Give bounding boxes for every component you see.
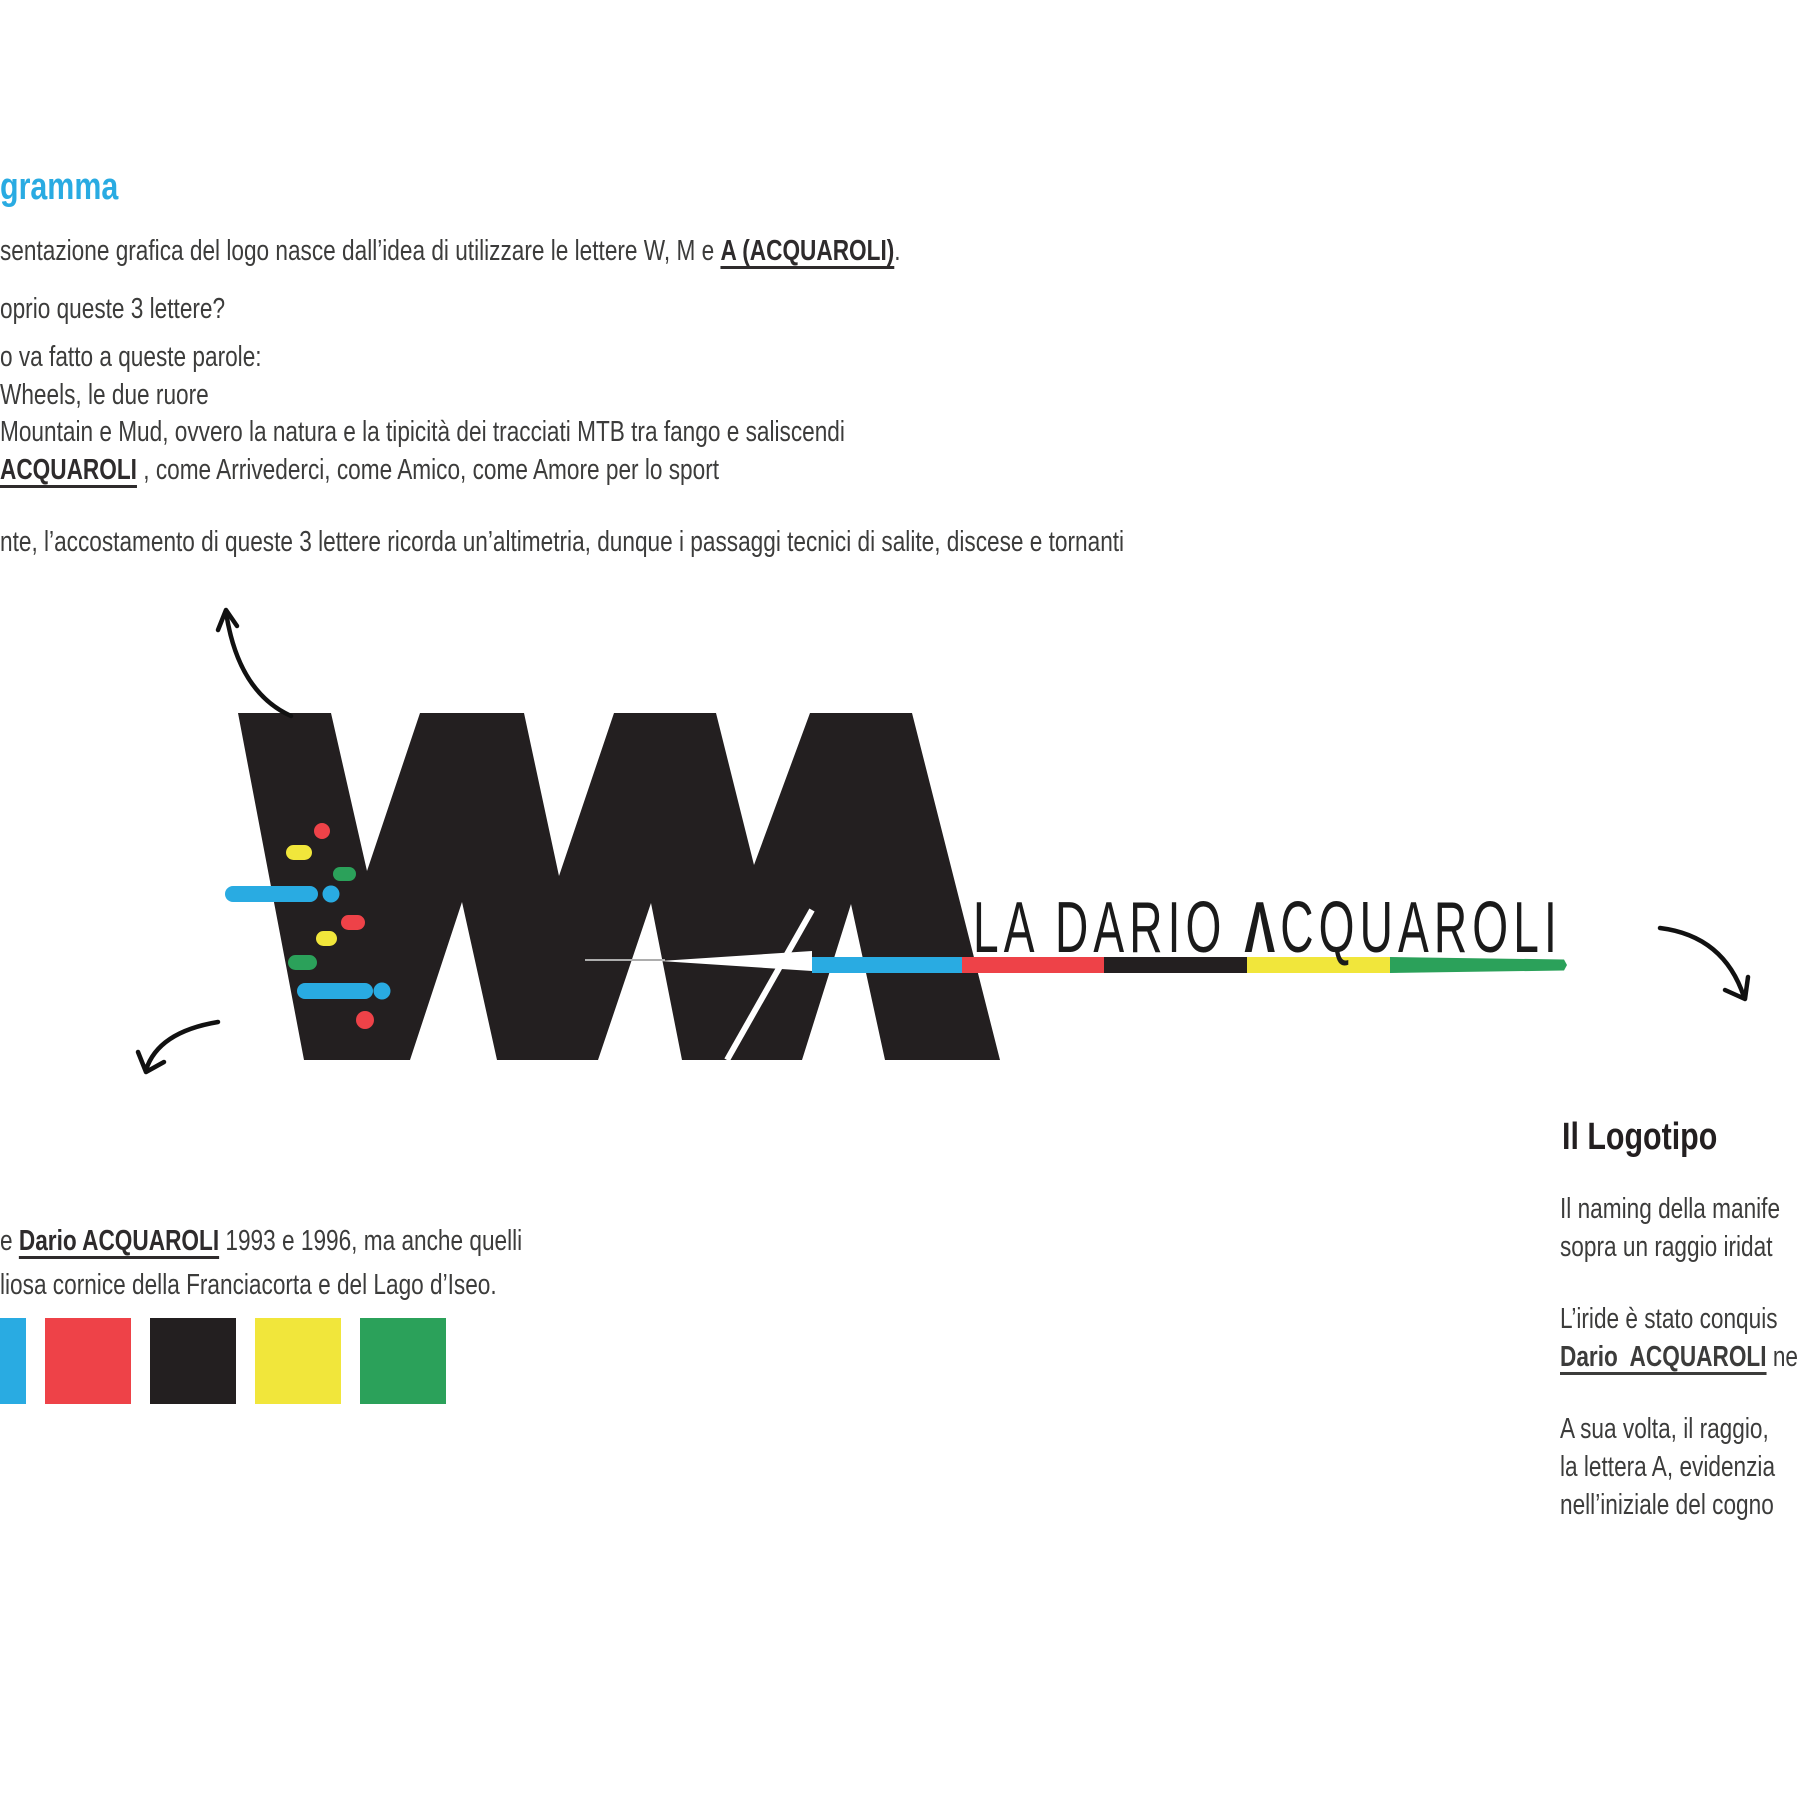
logotipo-p1-l1: Il naming della manife bbox=[1560, 1193, 1781, 1225]
dash-blue-dot-1 bbox=[323, 886, 340, 903]
logotipo-p2-l1: L’iride è stato conquis bbox=[1560, 1303, 1778, 1335]
intro-p1-acquaroli: A (ACQUAROLI) bbox=[720, 235, 895, 267]
note-l1-pre: e bbox=[0, 1225, 19, 1257]
wordmark-post: CQUAROLI bbox=[1280, 886, 1562, 968]
dash-green-1 bbox=[333, 867, 356, 881]
intro-p6-post: , come Arrivederci, come Amico, come Amore per lo sport bbox=[136, 454, 720, 486]
intro-p6-acquaroli: ACQUAROLI bbox=[0, 454, 137, 486]
section-heading-logotipo: Il Logotipo bbox=[1562, 1116, 1718, 1158]
logo-wordmark bbox=[973, 886, 1562, 967]
note-l1-post: 1993 e 1996, ma anche quelli bbox=[219, 1225, 523, 1257]
section-heading-pittogramma: gramma bbox=[0, 166, 119, 208]
dash-green-2 bbox=[288, 955, 317, 970]
wordmark-lambda: Λ bbox=[1244, 886, 1281, 968]
intro-paragraph-2: oprio queste 3 lettere? bbox=[0, 293, 226, 325]
intro-p1-post: . bbox=[894, 235, 901, 267]
logotipo-p2-dario-acquaroli: Dario ACQUAROLI bbox=[1560, 1341, 1767, 1373]
dash-red-2 bbox=[341, 915, 365, 930]
dash-yellow-1 bbox=[286, 845, 312, 860]
logotipo-p3-l1: A sua volta, il raggio, bbox=[1560, 1413, 1776, 1445]
intro-list-lead: o va fatto a queste parole: bbox=[0, 341, 262, 373]
note-dario bbox=[0, 1219, 522, 1307]
logotipo-paragraph-2 bbox=[1560, 1300, 1798, 1376]
dash-red-dot-1 bbox=[314, 823, 330, 839]
intro-list-mountain: Mountain e Mud, ovvero la natura e la tipicità dei tracciati MTB tra fango e saliscendi bbox=[0, 416, 845, 448]
note-l2: liosa cornice della Franciacorta e del Lago d’Iseo. bbox=[0, 1269, 497, 1301]
dash-red-dot-3 bbox=[356, 1011, 374, 1029]
arrow-top-left bbox=[218, 610, 291, 716]
logotipo-paragraph-3 bbox=[1560, 1410, 1775, 1524]
swatch-green bbox=[360, 1318, 446, 1404]
arrow-bottom-left bbox=[138, 1022, 218, 1072]
logotipo-p1-l2: sopra un raggio iridat bbox=[1560, 1231, 1773, 1263]
intro-paragraph-altimetria: nte, l’accostamento di queste 3 lettere ricorda un’altimetria, dunque i passaggi tecnici di salite, discese e tornanti bbox=[0, 526, 1125, 558]
swatch-black bbox=[150, 1318, 236, 1404]
arrow-right bbox=[1660, 928, 1748, 999]
logotipo-p3-l2: la lettera A, evidenzia bbox=[1560, 1451, 1776, 1483]
note-l1-dario-acquaroli: Dario ACQUAROLI bbox=[18, 1225, 220, 1257]
dash-blue-long-2 bbox=[297, 983, 373, 999]
wordmark-pre: LA DARIO bbox=[973, 886, 1245, 968]
stripe-blue bbox=[812, 957, 962, 973]
logotipo-p2-l2-post: ne bbox=[1766, 1341, 1798, 1373]
dash-blue-long-1 bbox=[225, 886, 318, 902]
dash-yellow-2 bbox=[316, 931, 337, 946]
swatch-yellow bbox=[255, 1318, 341, 1404]
intro-list-wheels: Wheels, le due ruore bbox=[0, 379, 209, 411]
swatch-red bbox=[45, 1318, 131, 1404]
swatch-cyan bbox=[0, 1318, 26, 1404]
dash-blue-dot-2 bbox=[374, 983, 391, 1000]
logo-wma-letters bbox=[238, 713, 1000, 1060]
intro-p1-pre: sentazione grafica del logo nasce dall’idea di utilizzare le lettere W, M e bbox=[0, 235, 721, 267]
logotipo-p3-l3: nell’iniziale del cogno bbox=[1560, 1489, 1774, 1521]
logotipo-paragraph-1 bbox=[1560, 1190, 1780, 1266]
